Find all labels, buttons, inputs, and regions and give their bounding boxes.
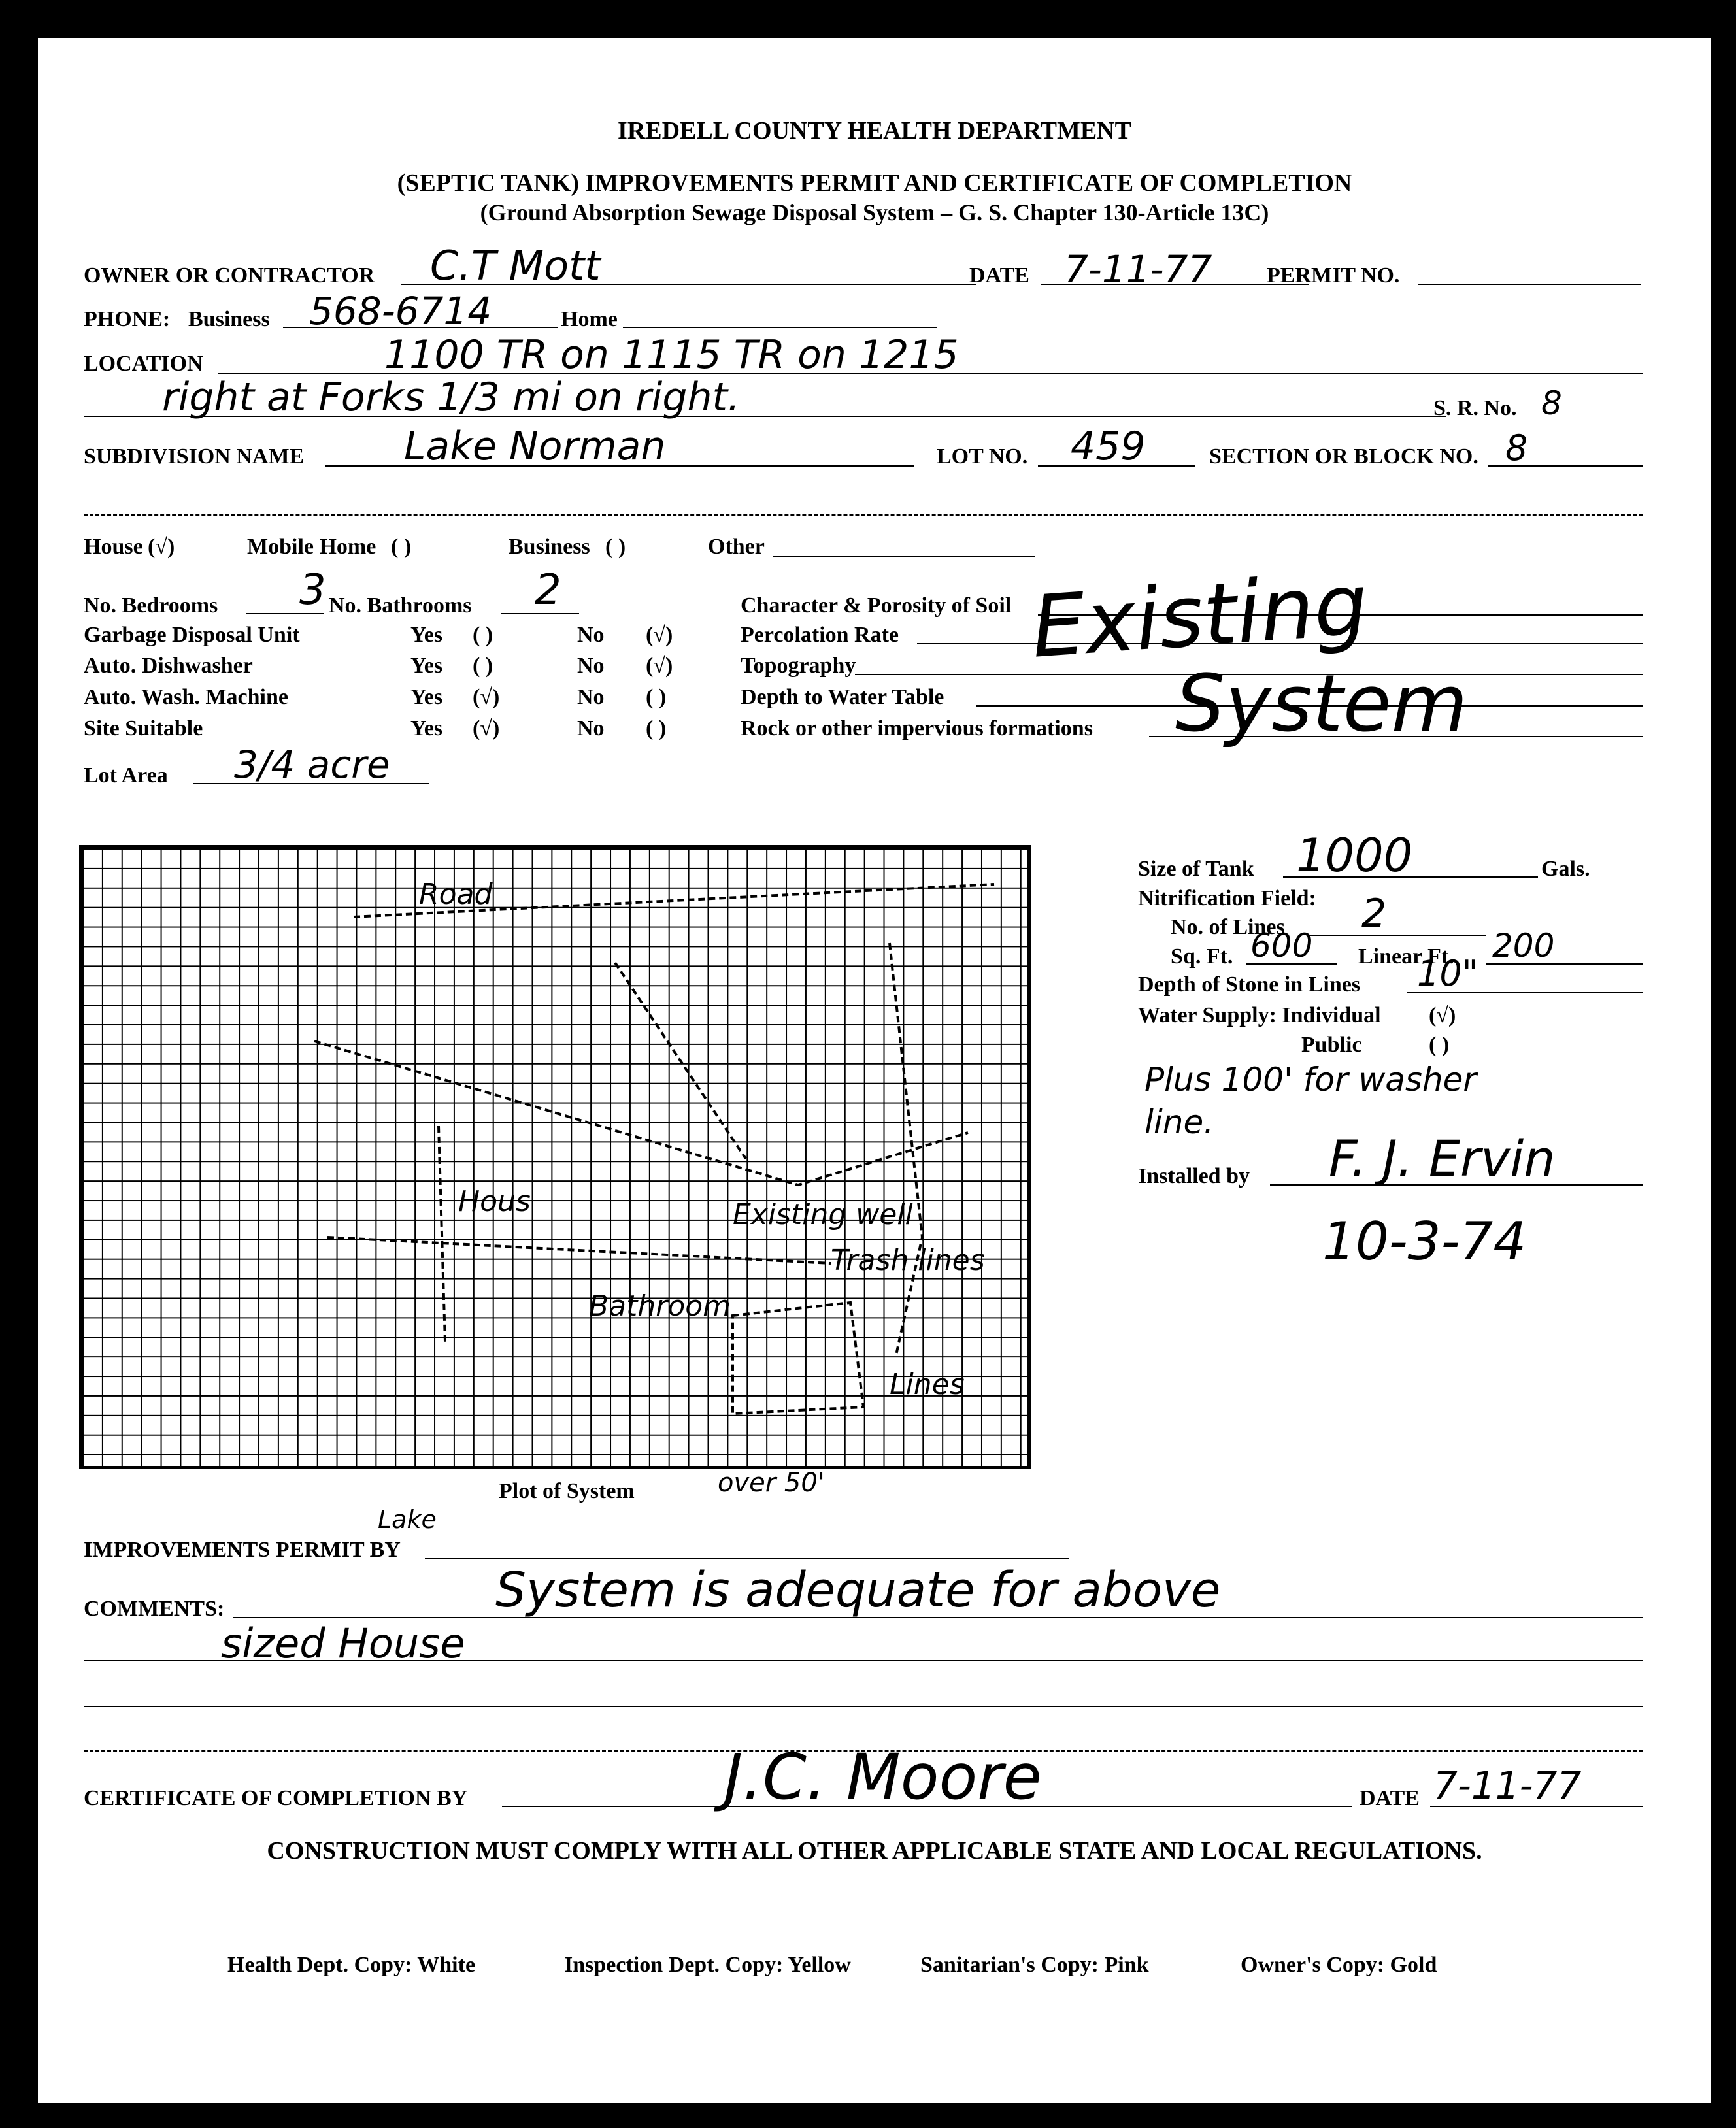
permit-no-label: PERMIT NO. — [1267, 263, 1400, 288]
house-checkbox[interactable]: (√) — [148, 535, 175, 559]
department-heading: IREDELL COUNTY HEALTH DEPARTMENT — [618, 117, 1131, 144]
amenity-label: Auto. Wash. Machine — [84, 685, 288, 709]
comments-value-1: System is adequate for above — [495, 1562, 1221, 1618]
sketch-lines-label: Lines — [890, 1368, 965, 1401]
amenity-yes-label: Yes — [410, 654, 443, 678]
bedrooms-label: No. Bedrooms — [84, 593, 218, 618]
certificate-signature: J.C. Moore — [724, 1740, 1042, 1814]
sketch-house-label: Hous — [458, 1185, 531, 1218]
amenity-yes-label: Yes — [410, 716, 443, 740]
nitrification-label: Nitrification Field: — [1138, 886, 1316, 910]
amenity-no-checkbox[interactable]: ( ) — [646, 716, 667, 740]
home-phone-label: Home — [561, 307, 618, 331]
tank-note-line-2: line. — [1144, 1103, 1214, 1141]
lines-count-value: 2 — [1361, 891, 1387, 937]
bathrooms-label: No. Bathrooms — [329, 593, 472, 618]
other-line — [773, 556, 1035, 557]
statute-subtitle: (Ground Absorption Sewage Disposal System – G. S. Chapter 130-Article 13C) — [480, 199, 1269, 225]
amenity-yes-checkbox[interactable]: ( ) — [473, 654, 493, 678]
sqft-value: 600 — [1250, 927, 1313, 965]
home-phone-line — [623, 327, 937, 328]
permit-form — [38, 38, 1711, 2103]
water-public-checkbox[interactable]: ( ) — [1429, 1033, 1450, 1057]
copy-health-dept: Health Dept. Copy: White — [227, 1953, 476, 1977]
location-label: LOCATION — [84, 352, 203, 376]
copy-inspection-dept: Inspection Dept. Copy: Yellow — [564, 1953, 851, 1977]
location-value-1: 1100 TR on 1115 TR on 1215 — [384, 332, 959, 378]
lot-area-value: 3/4 acre — [234, 742, 390, 787]
date-label: DATE — [969, 263, 1029, 288]
water-supply-label: Water Supply: Individual — [1138, 1003, 1381, 1027]
sketch-trash-lines-label: Trash lines — [831, 1244, 985, 1277]
lot-no-label: LOT NO. — [937, 444, 1028, 469]
comments-line-3 — [84, 1706, 1643, 1707]
plot-sketch — [79, 845, 1031, 1469]
amenity-no-label: No — [577, 685, 605, 709]
linear-ft-value: 200 — [1492, 927, 1555, 965]
amenity-no-checkbox[interactable]: (√) — [646, 654, 673, 678]
amenity-label: Garbage Disposal Unit — [84, 623, 300, 647]
subdivision-label: SUBDIVISION NAME — [84, 444, 305, 469]
house-label: House — [84, 535, 143, 559]
section-label: SECTION OR BLOCK NO. — [1209, 444, 1478, 469]
amenity-yes-checkbox[interactable]: (√) — [473, 685, 500, 709]
mobile-home-checkbox[interactable]: ( ) — [391, 535, 412, 559]
copy-sanitarian: Sanitarian's Copy: Pink — [920, 1953, 1149, 1977]
comments-value-2: sized House — [221, 1620, 465, 1667]
location-value-2: right at Forks 1/3 mi on right. — [162, 374, 741, 420]
permit-by-note: Lake — [378, 1505, 437, 1534]
lot-area-label: Lot Area — [84, 763, 168, 788]
sr-no-label: S. R. No. — [1433, 396, 1517, 420]
subdivision-value: Lake Norman — [404, 424, 666, 469]
amenity-no-checkbox[interactable]: ( ) — [646, 685, 667, 709]
amenity-no-label: No — [577, 623, 605, 647]
sketch-road-label: Road — [419, 878, 493, 911]
date-value: 7-11-77 — [1064, 247, 1212, 291]
percolation-rate-label: Percolation Rate — [741, 623, 899, 647]
certificate-date-value: 7-11-77 — [1433, 1763, 1582, 1808]
installed-date-value: 10-3-74 — [1322, 1211, 1527, 1272]
installed-by-value: F. J. Ervin — [1329, 1129, 1556, 1188]
business-phone-value: 568-6714 — [309, 289, 492, 333]
water-table-label: Depth to Water Table — [741, 685, 944, 709]
section-value: 8 — [1505, 427, 1528, 469]
linear-ft-label: Linear Ft. — [1358, 944, 1454, 969]
amenity-yes-label: Yes — [410, 685, 443, 709]
soil-porosity-label: Character & Porosity of Soil — [741, 593, 1012, 618]
water-public-label: Public — [1301, 1033, 1362, 1057]
tank-size-value: 1000 — [1296, 829, 1413, 882]
owner-label: OWNER OR CONTRACTOR — [84, 263, 375, 288]
bathrooms-value: 2 — [535, 566, 561, 614]
amenity-no-label: No — [577, 654, 605, 678]
lines-count-label: No. of Lines — [1171, 915, 1285, 939]
stone-depth-label: Depth of Stone in Lines — [1138, 973, 1361, 997]
soil-existing-value: Existing — [1028, 554, 1371, 677]
tank-size-unit: Gals. — [1541, 857, 1590, 881]
bedrooms-value: 3 — [299, 566, 326, 614]
installed-by-label: Installed by — [1138, 1164, 1250, 1188]
business-phone-label: Business — [188, 307, 270, 331]
amenity-no-checkbox[interactable]: (√) — [646, 623, 673, 647]
tank-note-line-1: Plus 100' for washer — [1144, 1061, 1477, 1099]
soil-system-value: System — [1175, 659, 1468, 750]
sketch-well-label: Existing well — [733, 1198, 913, 1231]
amenity-label: Site Suitable — [84, 716, 203, 740]
stone-depth-value: 10" — [1417, 953, 1478, 994]
permit-no-line — [1418, 284, 1641, 285]
water-individual-checkbox[interactable]: (√) — [1429, 1003, 1456, 1027]
business-label: Business — [509, 535, 590, 559]
permit-by-label: IMPROVEMENTS PERMIT BY — [84, 1538, 401, 1562]
lot-no-value: 459 — [1071, 424, 1146, 469]
amenity-no-label: No — [577, 716, 605, 740]
certificate-date-label: DATE — [1360, 1786, 1420, 1810]
rock-formations-label: Rock or other impervious formations — [741, 716, 1093, 740]
certificate-label: CERTIFICATE OF COMPLETION BY — [84, 1786, 468, 1810]
other-label: Other — [708, 535, 765, 559]
plot-caption: Plot of System — [499, 1479, 635, 1503]
lines-count-line — [1309, 935, 1486, 936]
amenity-yes-checkbox[interactable]: ( ) — [473, 623, 493, 647]
form-title: (SEPTIC TANK) IMPROVEMENTS PERMIT AND CERTIFICATE OF COMPLETION — [397, 169, 1352, 197]
amenity-yes-checkbox[interactable]: (√) — [473, 716, 500, 740]
sketch-bathroom-label: Bathroom — [589, 1289, 731, 1323]
amenity-yes-label: Yes — [410, 623, 443, 647]
plot-caption-note: over 50' — [718, 1468, 825, 1498]
tank-size-label: Size of Tank — [1138, 857, 1254, 881]
topography-label: Topography — [741, 654, 856, 678]
mobile-home-label: Mobile Home — [247, 535, 376, 559]
compliance-notice: CONSTRUCTION MUST COMPLY WITH ALL OTHER APPLICABLE STATE AND LOCAL REGULATIONS. — [267, 1837, 1482, 1865]
phone-label: PHONE: — [84, 307, 171, 331]
owner-value: C.T Mott — [430, 242, 601, 290]
sr-no-value: 8 — [1541, 384, 1562, 422]
copy-owner: Owner's Copy: Gold — [1241, 1953, 1437, 1977]
sqft-label: Sq. Ft. — [1171, 944, 1233, 969]
amenity-label: Auto. Dishwasher — [84, 654, 253, 678]
comments-label: COMMENTS: — [84, 1597, 225, 1621]
section-divider — [84, 514, 1643, 516]
permit-by-line — [425, 1558, 1069, 1559]
business-checkbox[interactable]: ( ) — [605, 535, 626, 559]
